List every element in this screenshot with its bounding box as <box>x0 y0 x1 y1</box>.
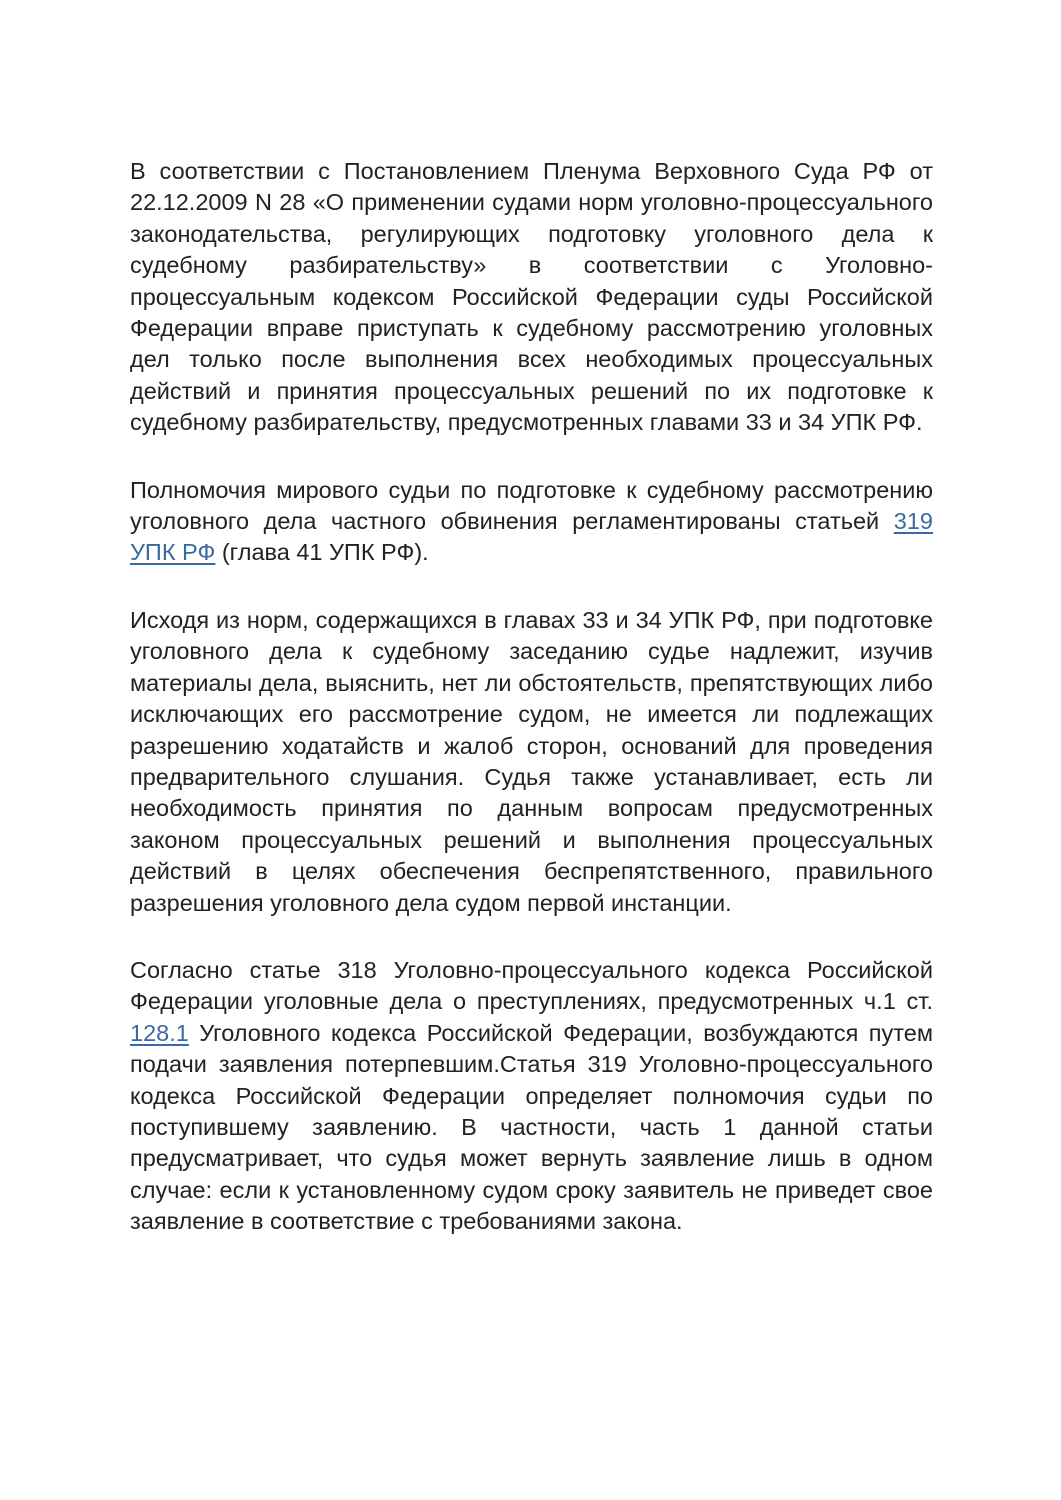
document-body <box>130 156 933 1274</box>
paragraph-4-text-before: Согласно статье 318 Уголовно-процессуального кодекса Российской Федерации уголовные дела о преступлениях, предусмотренных ч.1 ст. <box>130 956 933 1015</box>
paragraph-2-text-after: (глава 41 УПК РФ). <box>215 539 429 566</box>
paragraph-1: В соответствии с Постановлением Пленума Верховного Суда РФ от 22.12.2009 N 28 «О применении судами норм уголовно-процессуального законодательства, регулирующих подготовку уголовного дела к судебному разбирательству» в соответствии с Уголовно-процессуальным кодексом Российской Федерации суды Российской Федерации вправе приступать к судебному рассмотрению уголовных дел только после выполнения всех необходимых процессуальных действий и принятия процессуальных решений по их подготовке к судебному разбирательству, предусмотренных главами 33 и 34 УПК РФ. <box>130 158 933 436</box>
paragraph-3: Исходя из норм, содержащихся в главах 33 и 34 УПК РФ, при подготовке уголовного дела к судебному заседанию судье надлежит, изучив материалы дела, выяснить, нет ли обстоятельств, препятствующих либо исключающих его рассмотрение судом, не имеется ли подлежащих разрешению ходатайств и жалоб сторон, оснований для проведения предварительного слушания. Судья также устанавливает, есть ли необходимость принятия по данным вопросам предусмотренных законом процессуальных решений и выполнения процессуальных действий в целях обеспечения беспрепятственного, правильного разрешения уголовного дела судом первой инстанции. <box>130 606 933 916</box>
paragraph-4 <box>130 955 933 1238</box>
paragraph-2-text-before: Полномочия мирового судьи по подготовке к судебному рассмотрению уголовного дела частного обвинения регламентированы статьей <box>130 476 933 535</box>
paragraph-2 <box>130 475 933 569</box>
article-128-1-link[interactable]: 128.1 <box>130 1019 189 1046</box>
paragraph-4-text-after: Уголовного кодекса Российской Федерации, возбуждаются путем подачи заявления потерпевшим.Статья 319 Уголовно-процессуального кодекса Российской Федерации определяет полномочия судьи по поступившему заявлению. В частности, часть 1 данной статьи предусматривает, что судья может вернуть заявление лишь в одном случае: если к установленному судом сроку заявитель не приведет свое заявление в соответствие с требованиями закона. <box>130 1019 933 1235</box>
article-319-link[interactable]: 319 УПК РФ <box>130 508 933 566</box>
